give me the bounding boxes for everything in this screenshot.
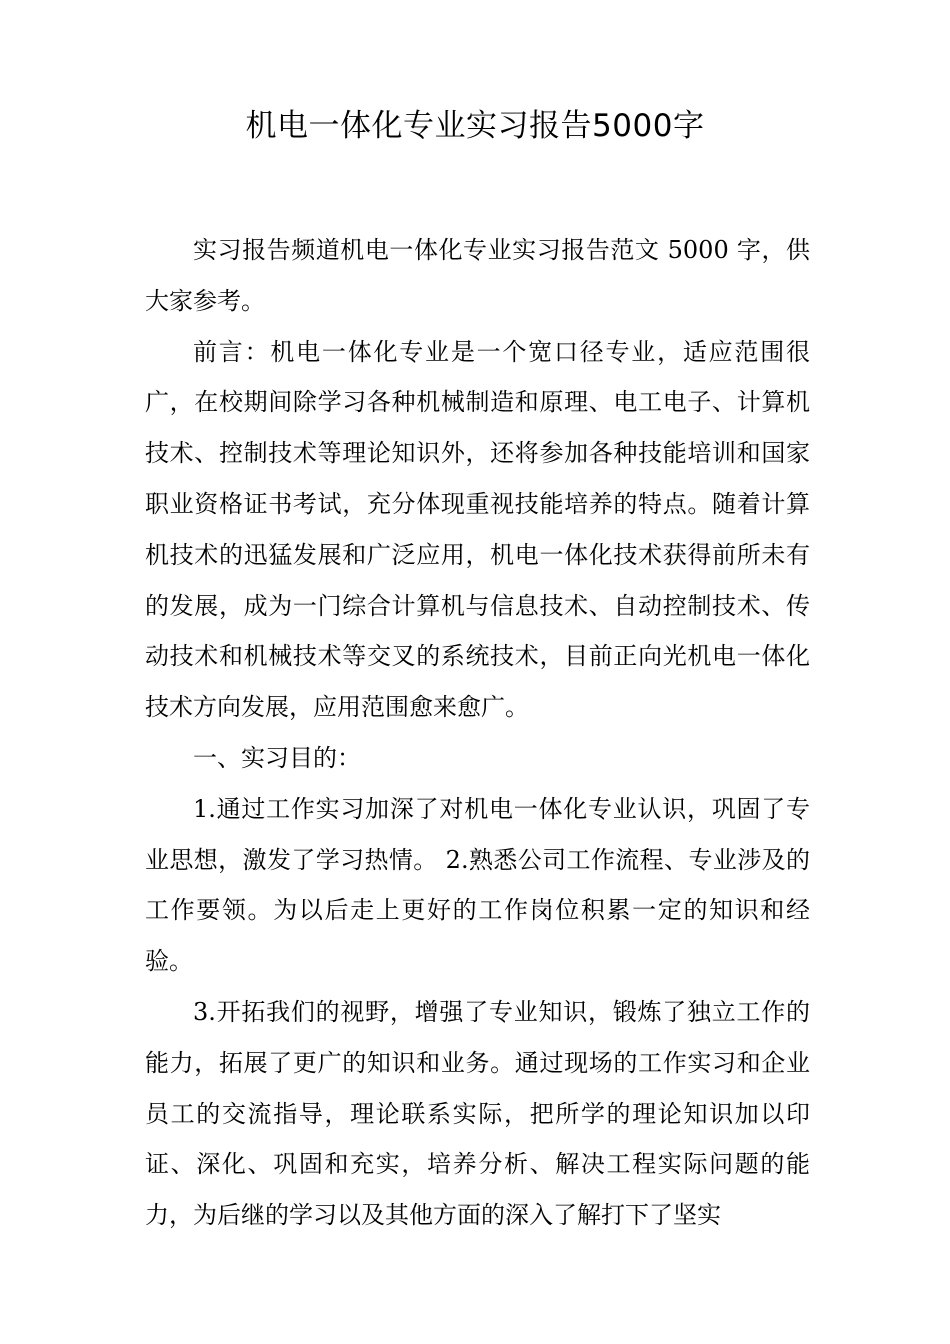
paragraph-intro: 实习报告频道机电一体化专业实习报告范文 5000 字，供大家参考。 xyxy=(145,236,810,315)
paragraph-preface: 前言：机电一体化专业是一个宽口径专业，适应范围很广，在校期间除学习各种机械制造和原理、电工电子、计算机技术、控制技术等理论知识外，还将参加各种技能培训和国家职业资格证书考试，充分体现重视技能培养的特点。随着计算机技术的迅猛发展和广泛应用，机电一体化技术获得前所未有的发展，成为一门综合计算机与信息技术、自动控制技术、传动技术和机械技术等交叉的系统技术，目前正向光机电一体化技术方向发展，应用范围愈来愈广。 xyxy=(145,337,810,722)
document-title: 机电一体化专业实习报告5000字 xyxy=(245,108,705,144)
paragraph-purpose-3: 3.开拓我们的视野，增强了专业知识，锻炼了独立工作的能力，拓展了更广的知识和业务。通过现场的工作实习和企业员工的交流指导，理论联系实际，把所学的理论知识加以印证、深化、巩固和充实，培养分析、解决工程实际问题的能力，为后继的学习以及其他方面的深入了解打下了坚实 xyxy=(145,997,810,1230)
paragraph-purpose-1-2: 1.通过工作实习加深了对机电一体化专业认识，巩固了专业思想，激发了学习热情。 2.熟悉公司工作流程、专业涉及的工作要领。为以后走上更好的工作岗位积累一定的知识和经验。 xyxy=(145,794,810,976)
document-body xyxy=(145,225,810,1241)
section-heading-purpose: 一、实习目的： xyxy=(193,743,361,772)
